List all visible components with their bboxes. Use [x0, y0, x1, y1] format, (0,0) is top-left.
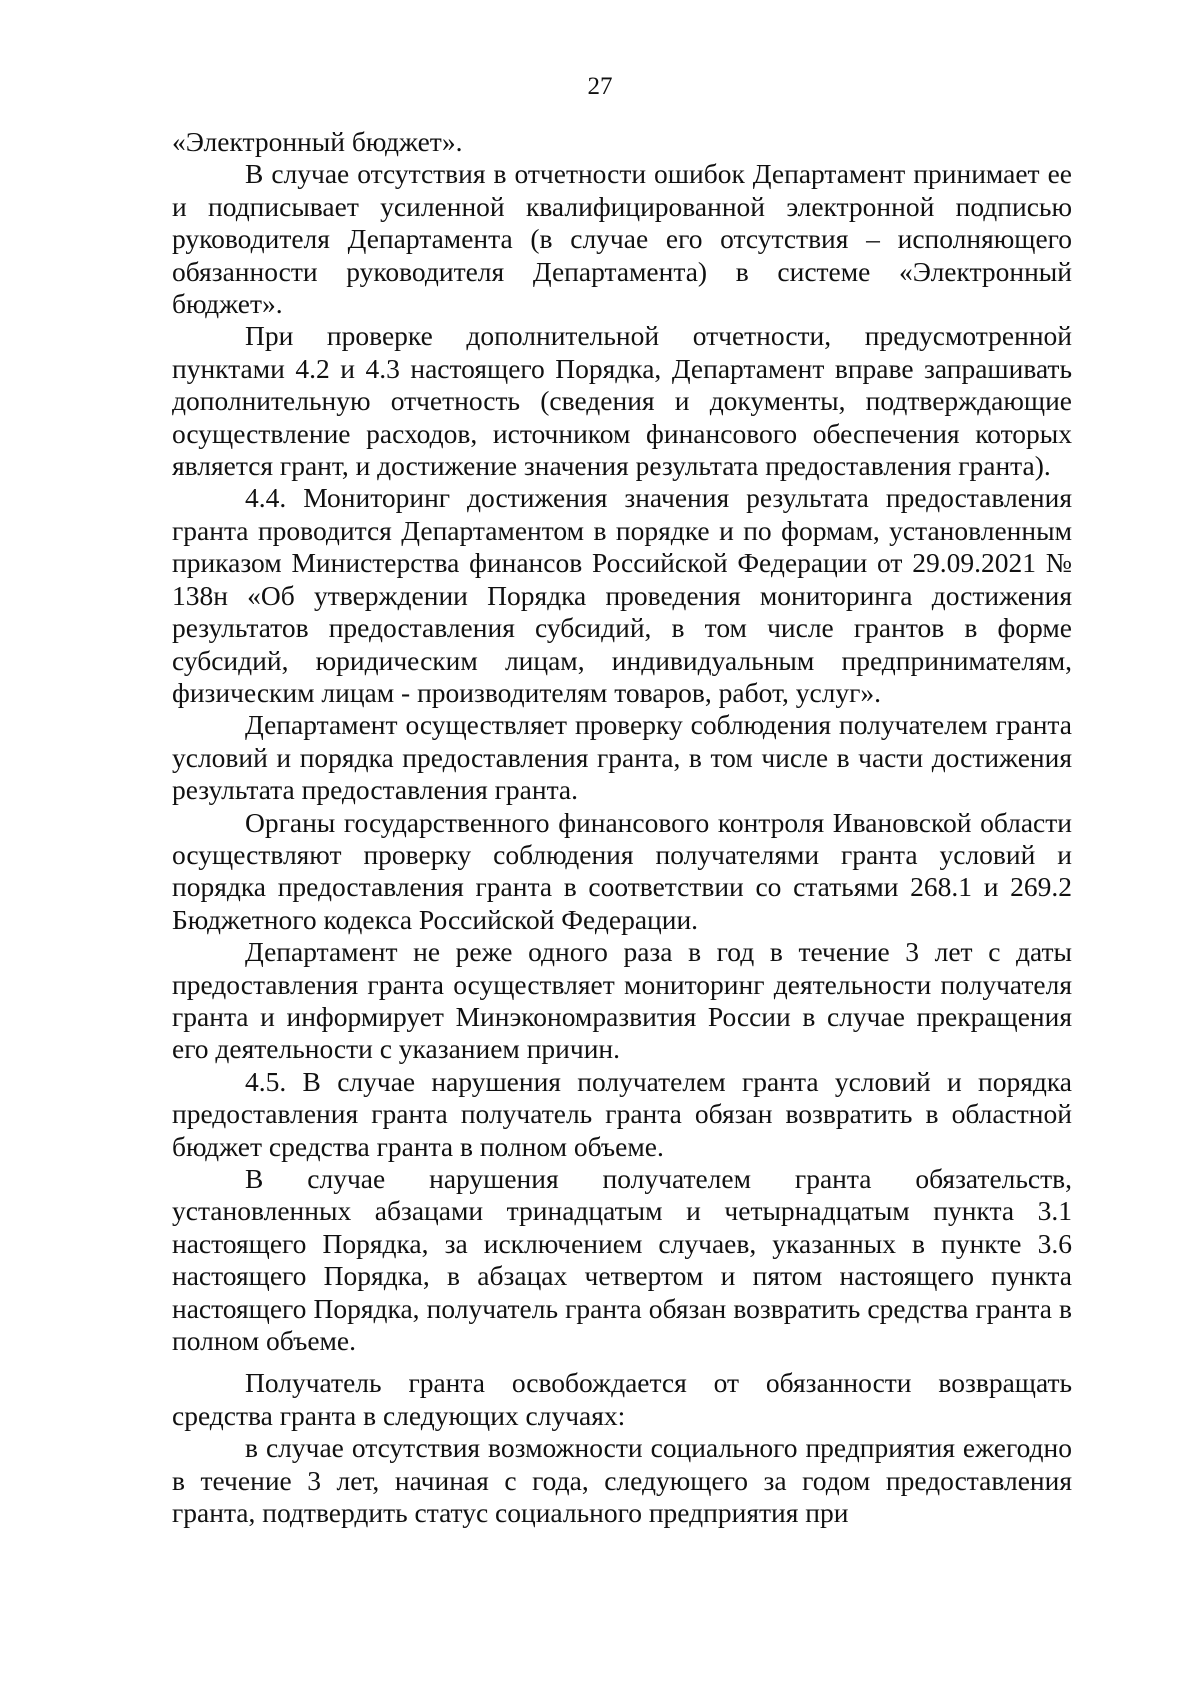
paragraph: в случае отсутствия возможности социального предприятия ежегодно в течение 3 лет, начиная с года, следующего за годом предоставления гранта, подтвердить статус социального предприятия при — [172, 1432, 1072, 1529]
page-number: 27 — [587, 73, 613, 100]
document-body — [172, 126, 1072, 1529]
paragraph: Департамент не реже одного раза в год в течение 3 лет с даты предоставления гранта осуществляет мониторинг деятельности получателя гранта и информирует Минэкономразвития России в случае прекращения его деятельности с указанием причин. — [172, 936, 1072, 1065]
paragraph: 4.4. Мониторинг достижения значения результата предоставления гранта проводится Департаментом в порядке и по формам, установленным приказом Министерства финансов Российской Федерации от 29.09.2021 № 138н «Об утверждении Порядка проведения мониторинга достижения результатов предоставления субсидий, в том числе грантов в форме субсидий, юридическим лицам, индивидуальным предпринимателям, физическим лицам - производителям товаров, работ, услуг». — [172, 482, 1072, 708]
paragraph: Органы государственного финансового контроля Ивановской области осуществляют проверку соблюдения получателями гранта условий и порядка предоставления гранта в соответствии со статьями 268.1 и 269.2 Бюджетного кодекса Российской Федерации. — [172, 806, 1072, 935]
paragraph: «Электронный бюджет». — [172, 126, 463, 157]
paragraph: Получатель гранта освобождается от обязанности возвращать средства гранта в следующих случаях: — [172, 1367, 1072, 1431]
paragraph: При проверке дополнительной отчетности, предусмотренной пунктами 4.2 и 4.3 настоящего Порядка, Департамент вправе запрашивать дополнительную отчетность (сведения и документы, подтверждающие осуществление расходов, источником финансового обеспечения которых является грант, и достижение значения результата предоставления гранта). — [172, 320, 1072, 482]
paragraph: В случае нарушения получателем гранта обязательств, установленных абзацами тринадцатым и четырнадцатым пункта 3.1 настоящего Порядка, за исключением случаев, указанных в пункте 3.6 настоящего Порядка, в абзацах четвертом и пятом настоящего пункта настоящего Порядка, получатель гранта обязан возвратить средства гранта в полном объеме. — [172, 1163, 1072, 1357]
paragraph: В случае отсутствия в отчетности ошибок Департамент принимает ее и подписывает усиленной квалифицированной электронной подписью руководителя Департамента (в случае его отсутствия – исполняющего обязанности руководителя Департамента) в системе «Электронный бюджет». — [172, 158, 1072, 320]
paragraph: Департамент осуществляет проверку соблюдения получателем гранта условий и порядка предоставления гранта, в том числе в части достижения результата предоставления гранта. — [172, 709, 1072, 806]
paragraph: 4.5. В случае нарушения получателем гранта условий и порядка предоставления гранта получатель гранта обязан возвратить в областной бюджет средства гранта в полном объеме. — [172, 1065, 1072, 1162]
